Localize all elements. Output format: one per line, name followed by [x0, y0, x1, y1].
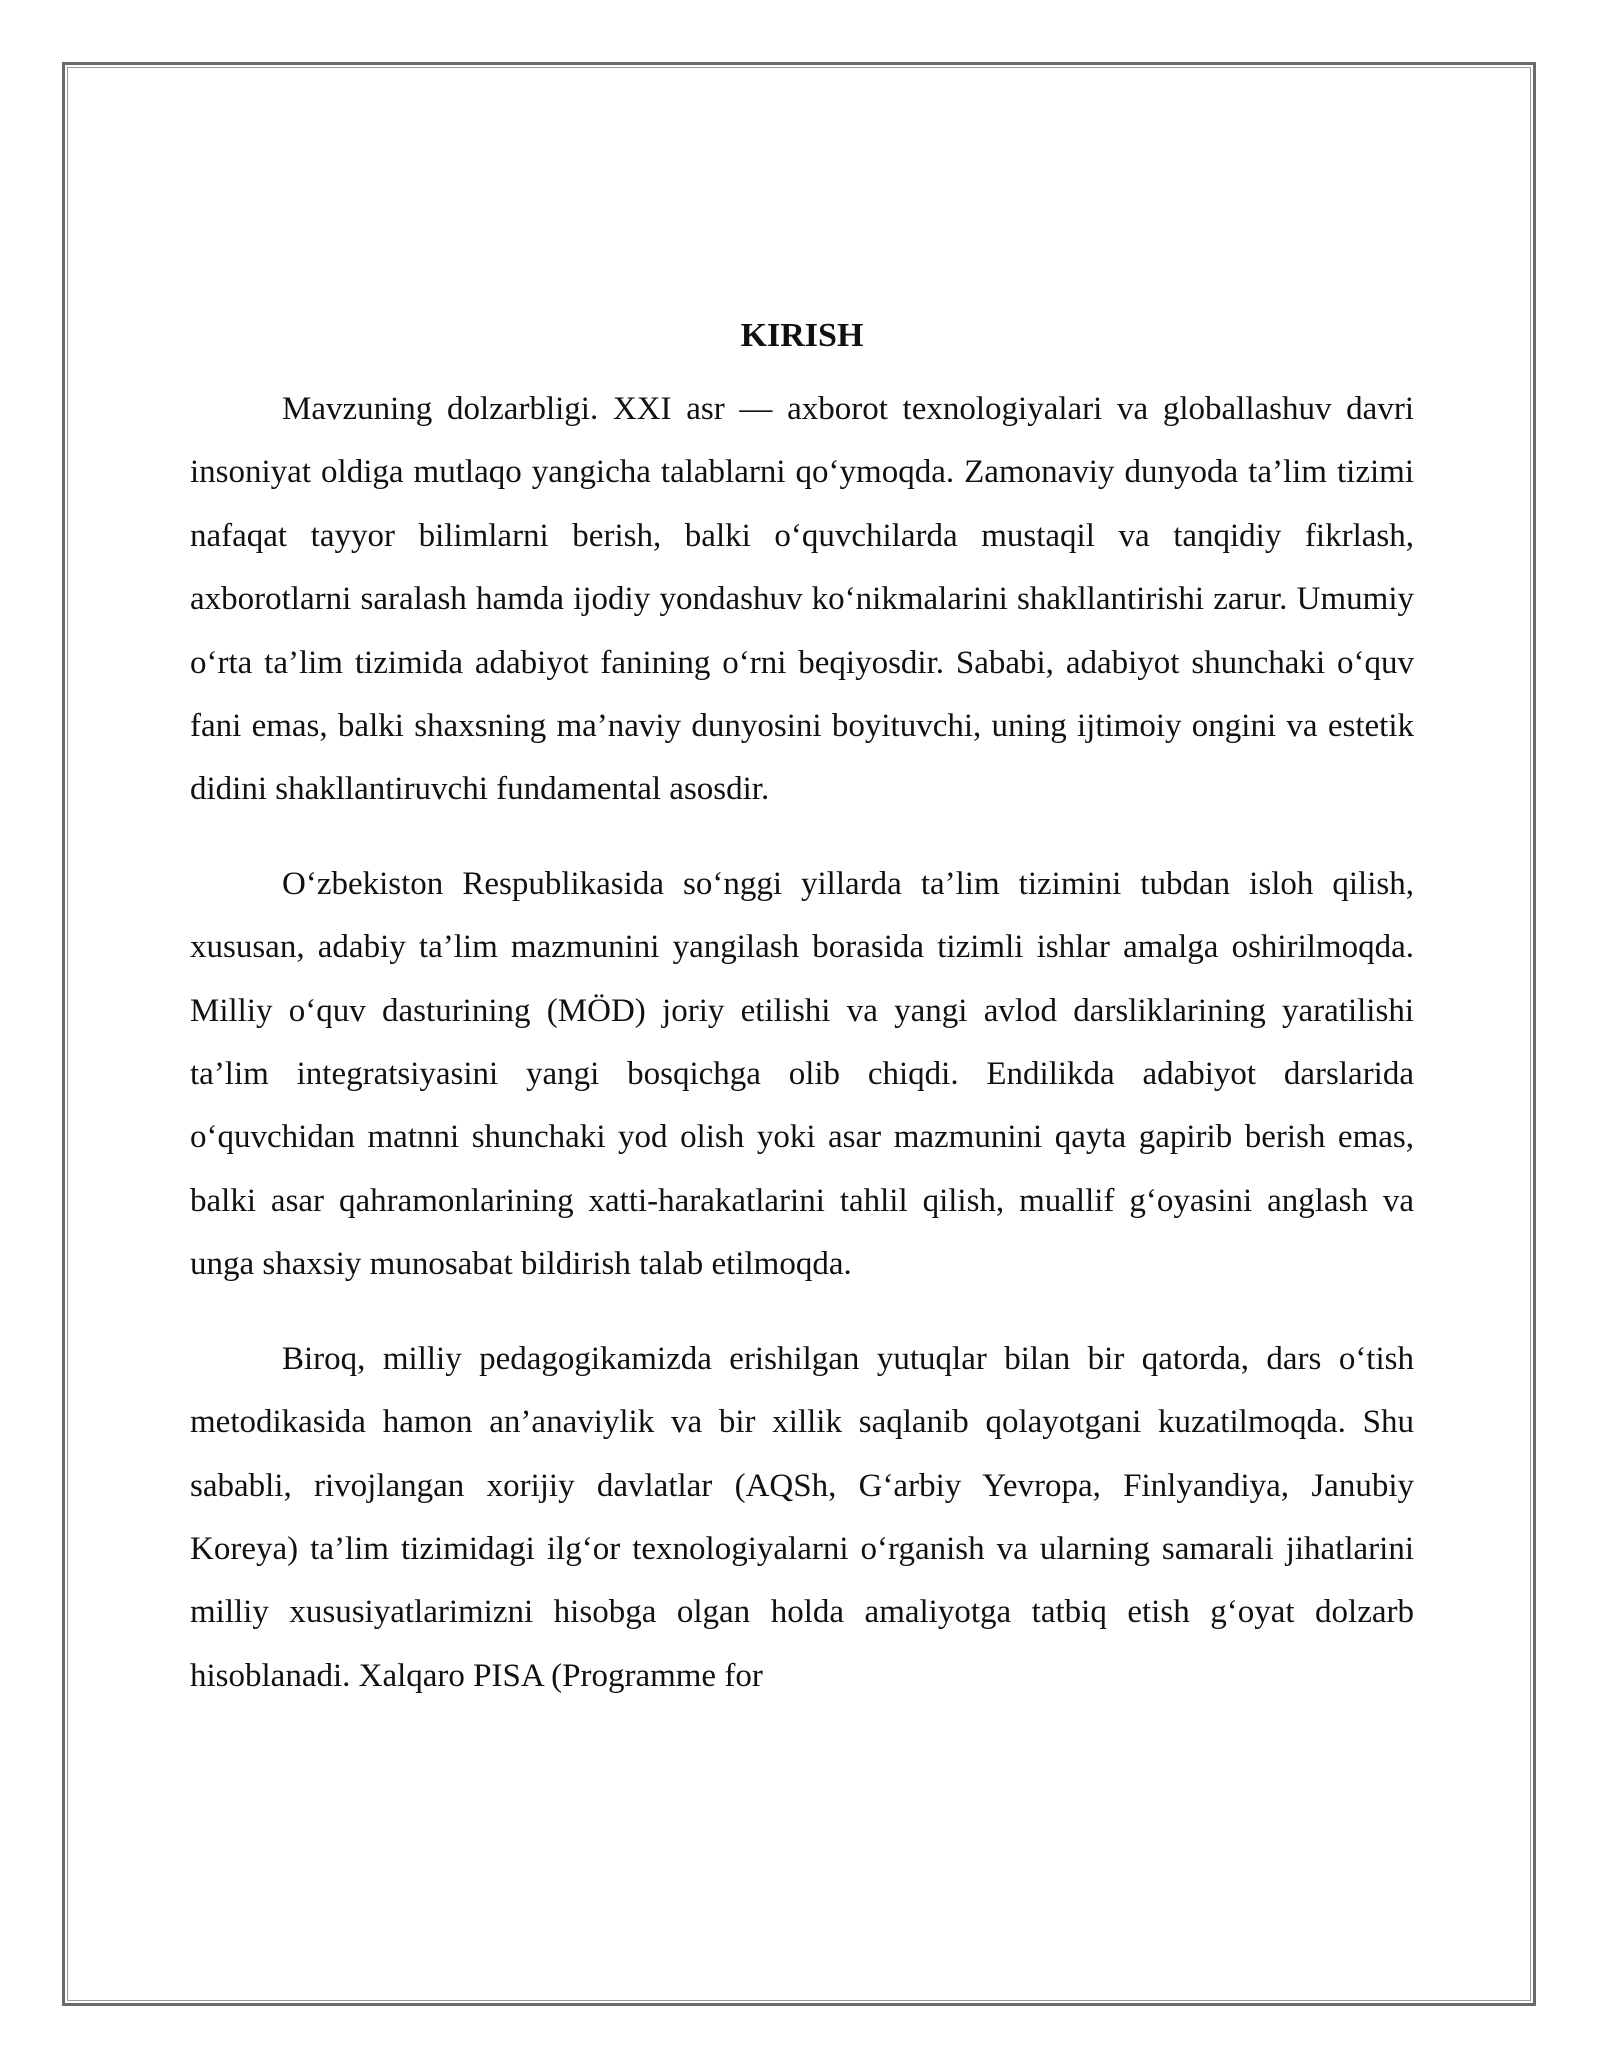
paragraph-2: O‘zbekiston Respublikasida so‘nggi yillarda ta’lim tizimini tubdan isloh qilish, xususan, adabiy ta’lim mazmunini yangilash borasida tizimli ishlar amalga oshirilmoqda. Milliy o‘quv dasturining (MÖD) joriy etilishi va yangi avlod darsliklarining yaratilishi ta’lim integratsiyasini yangi bosqichga olib chiqdi. Endilikda adabiyot darslarida o‘quvchidan matnni shunchaki yod olish yoki asar mazmunini qayta gapirib berish emas, balki asar qahramonlarining xatti-harakatlarini tahlil qilish, muallif g‘oyasini anglash va unga shaxsiy munosabat bildirish talab etilmoqda.	[190, 865, 1414, 1283]
paragraph-3: Biroq, milliy pedagogikamizda erishilgan yutuqlar bilan bir qatorda, dars o‘tish metodikasida hamon an’anaviylik va bir xillik saqlanib qolayotgani kuzatilmoqda. Shu sababli, rivojlangan xorijiy davlatlar (AQSh, G‘arbiy Yevropa, Finlyandiya, Janubiy Koreya) ta’lim tizimidagi ilg‘or texnologiyalarni o‘rganish va ularning samarali jihatlarini milliy xususiyatlarimizni hisobga olgan holda amaliyotga tatbiq etish g‘oyat dolzarb hisoblanadi. Xalqaro PISA (Programme for	[190, 1340, 1414, 1694]
document-body	[190, 314, 1414, 1739]
document-title: KIRISH	[740, 317, 864, 354]
paragraph-1: Mavzuning dolzarbligi. XXI asr — axborot texnologiyalari va globallashuv davri insoniyat oldiga mutlaqo yangicha talablarni qo‘ymoqda. Zamonaviy dunyoda ta’lim tizimi nafaqat tayyor bilimlarni berish, balki o‘quvchilarda mustaqil va tanqidiy fikrlash, axborotlarni saralash hamda ijodiy yondashuv ko‘nikmalarini shakllantirishi zarur. Umumiy o‘rta ta’lim tizimida adabiyot fanining o‘rni beqiyosdir. Sababi, adabiyot shunchaki o‘quv fani emas, balki shaxsning ma’naviy dunyosini boyituvchi, uning ijtimoiy ongini va estetik didini shakllantiruvchi fundamental asosdir.	[190, 391, 1414, 808]
